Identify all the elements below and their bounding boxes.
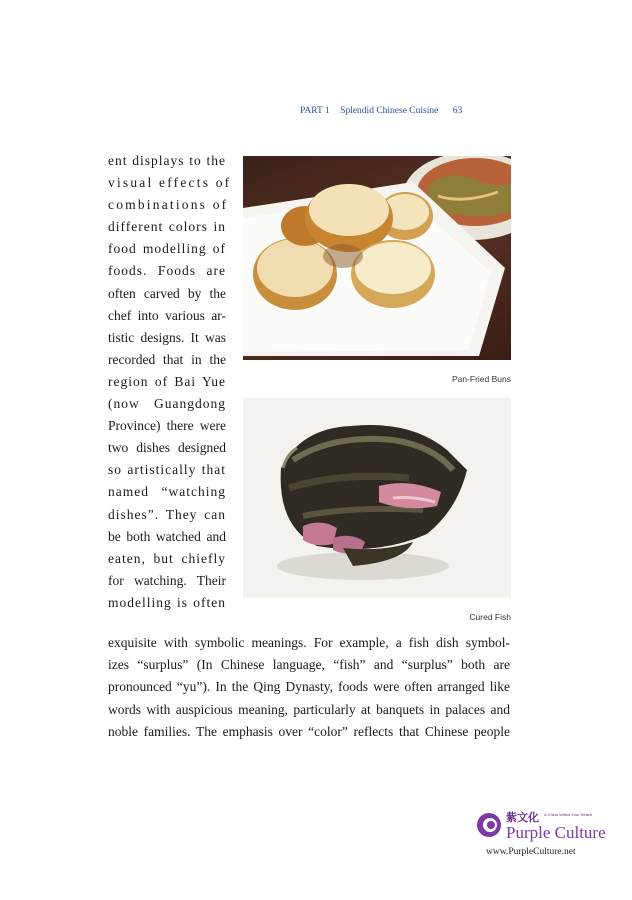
text-line: foods. Foods are (108, 263, 226, 279)
book-title: Splendid Chinese Cuisine (340, 106, 439, 116)
running-header (300, 106, 508, 116)
full-width-text (108, 632, 510, 743)
text-line: for watching. Their (108, 572, 226, 588)
text-line: so artistically that (108, 462, 226, 478)
text-line: visual effects of (108, 175, 232, 191)
pan-fried-buns-illustration (243, 156, 511, 360)
text-line: recorded that in the (108, 351, 226, 367)
text-line: chef into various ar- (108, 307, 226, 323)
text-line: ent displays to the (108, 153, 226, 168)
purple-culture-watermark (476, 806, 606, 860)
figure-caption: Pan-Fried Buns (451, 374, 511, 384)
text-line: words with auspicious meaning, particularly at banquets in palaces and (108, 701, 510, 717)
text-line: named “watching (108, 484, 226, 500)
text-line: be both watched and (108, 528, 226, 544)
text-line: exquisite with symbolic meanings. For example, a fish dish symbol- (108, 635, 510, 650)
text-line: modelling is often (108, 594, 226, 610)
text-line: eaten, but chiefly (108, 550, 226, 566)
narrow-column-text (108, 150, 232, 614)
figure-caption: Cured Fish (469, 612, 511, 622)
brand-chinese: 紫文化 (506, 811, 539, 824)
page-number: 63 (452, 106, 463, 116)
text-line: pronounced “yu”). In the Qing Dynasty, foods were often arranged like (108, 679, 510, 695)
purple-culture-logo-icon (476, 810, 502, 840)
cured-fish-illustration (243, 398, 511, 598)
text-line: dishes”. They can (108, 506, 226, 522)
text-line: noble families. The emphasis over “color” reflects that Chinese people (108, 723, 510, 739)
text-line: often carved by the (108, 285, 226, 301)
text-line: tistic designs. It was (108, 329, 226, 345)
text-line: Province) there were (108, 418, 226, 434)
part-label: PART 1 (300, 106, 330, 116)
brand-url: www.PurpleCulture.net (486, 847, 576, 857)
pan-fried-buns-photo (243, 156, 511, 360)
text-line: region of Bai Yue (108, 373, 226, 389)
text-line: combinations of (108, 197, 229, 213)
text-line: (now Guangdong (108, 396, 226, 412)
brand-name: Purple Culture (506, 823, 606, 842)
text-line: izes “surplus” (In Chinese language, “fish” and “surplus” both are (108, 657, 510, 673)
cured-fish-photo (243, 398, 511, 598)
brand-tagline: A China Within Your Reach (544, 812, 593, 817)
text-line: food modelling of (108, 241, 226, 257)
text-line: different colors in (108, 219, 226, 235)
text-line: two dishes designed (108, 440, 226, 456)
